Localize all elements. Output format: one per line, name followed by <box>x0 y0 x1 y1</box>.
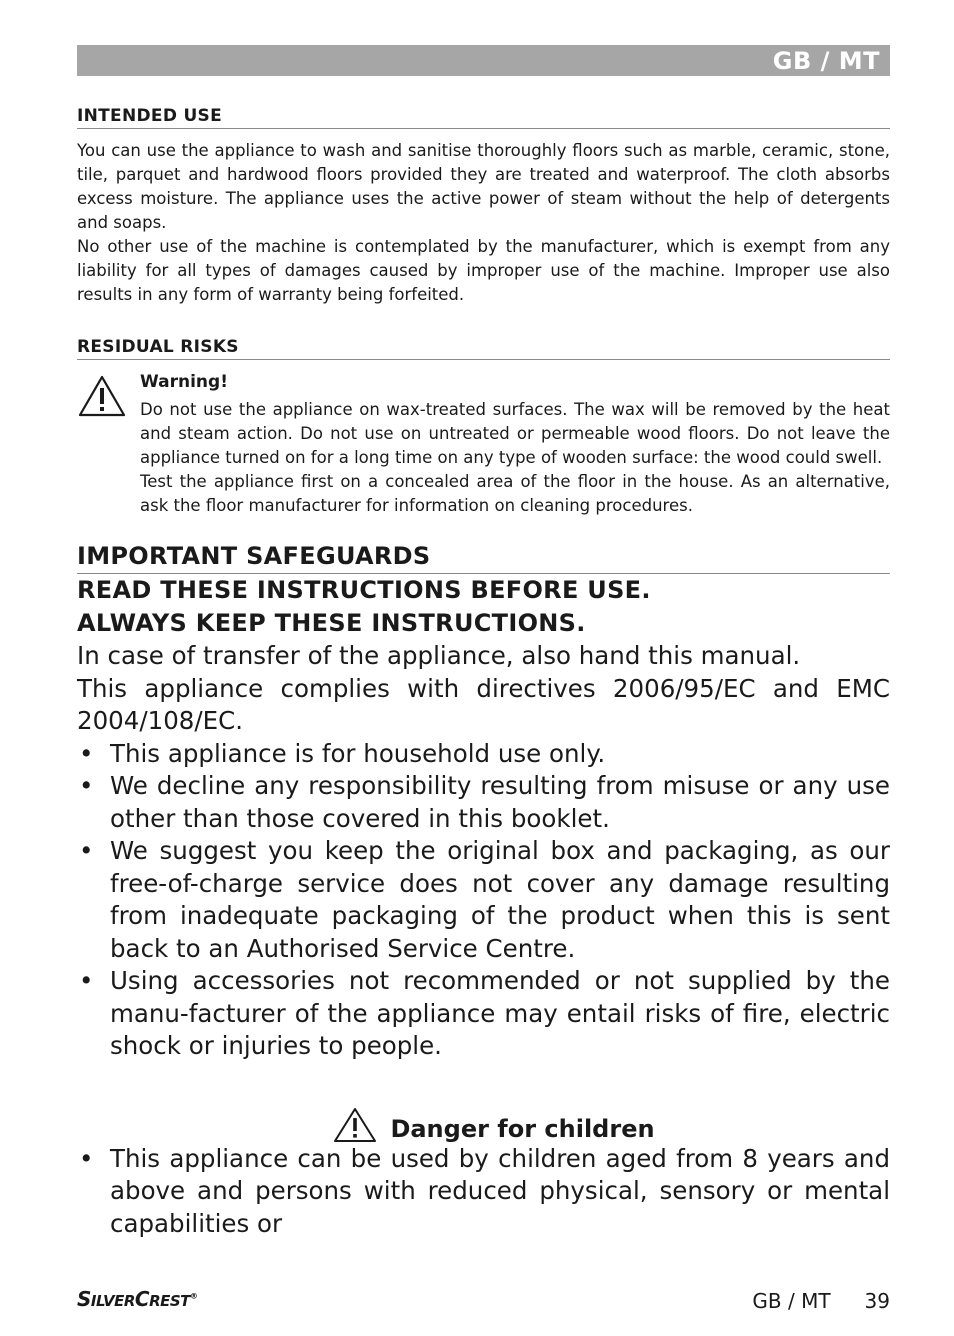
warning-block <box>77 372 890 518</box>
directives-paragraph: This appliance complies with directives 2006/95/EC and EMC 2004/108/EC. <box>77 673 890 735</box>
page-footer <box>77 1287 890 1317</box>
intended-use-heading: INTENDED USE <box>77 106 890 129</box>
page-content <box>77 45 890 1240</box>
danger-list <box>77 1143 890 1241</box>
list-item: • We decline any responsibility resulting from misuse or any use other than those covered in this booklet. <box>77 770 890 835</box>
intended-use-paragraph-2: No other use of the machine is contemplated by the manufacturer, which is exempt from any liability for all types of damages caused by improper use of the machine. Improper use also results in any form of warranty being forfeited. <box>77 237 890 304</box>
list-item: • This appliance is for household use only. <box>77 738 890 771</box>
transfer-paragraph: In case of transfer of the appliance, also hand this manual. <box>77 641 801 670</box>
list-item: • Using accessories not recommended or not supplied by the manu-facturer of the appliance may entail risks of fire, electric shock or injuries to people. <box>77 965 890 1063</box>
warning-triangle-icon <box>77 374 127 418</box>
page-number: 39 <box>864 1289 890 1313</box>
danger-heading-text: Danger for children <box>390 1114 655 1143</box>
read-instructions-heading: READ THESE INSTRUCTIONS BEFORE USE. <box>77 576 651 604</box>
list-item: • We suggest you keep the original box and packaging, as our free-of-charge service does not cover any damage resulting from inadequate packaging of the product when this is sent back to an Authorised Service Centre. <box>77 835 890 965</box>
warning-paragraph-2: Test the appliance first on a concealed area of the floor in the house. As an alternative, ask the floor manufacturer for information on cleaning procedures. <box>140 472 890 515</box>
safeguards-heading: IMPORTANT SAFEGUARDS <box>77 542 431 570</box>
warning-triangle-icon <box>332 1107 378 1143</box>
footer-language: GB / MT <box>752 1289 831 1313</box>
danger-for-children-heading <box>77 1107 890 1143</box>
list-item: • This appliance can be used by children aged from 8 years and above and persons with reduced physical, sensory or mental capabilities or <box>77 1143 890 1241</box>
safeguards-list <box>77 738 890 1063</box>
language-header-bar: GB / MT <box>77 45 890 76</box>
intended-use-paragraph-1: You can use the appliance to wash and sanitise thoroughly floors such as marble, ceramic, stone, tile, parquet and hardwood floors provided they are treated and waterproof. The cloth absorbs excess moisture. The appliance uses the active power of steam without the help of detergents and soaps. <box>77 141 890 232</box>
keep-instructions-heading: ALWAYS KEEP THESE INSTRUCTIONS. <box>77 609 586 637</box>
residual-risks-heading: RESIDUAL RISKS <box>77 337 890 360</box>
silvercrest-logo: SILVERCREST® <box>77 1287 198 1311</box>
warning-paragraph-1: Do not use the appliance on wax-treated surfaces. The wax will be removed by the heat and steam action. Do not use on untreated or permeable wood floors. Do not leave the appliance turned on for a long time on any type of wooden surface: the wood could swell. <box>140 400 890 467</box>
warning-title: Warning! <box>140 372 228 392</box>
footer-right <box>752 1289 890 1313</box>
